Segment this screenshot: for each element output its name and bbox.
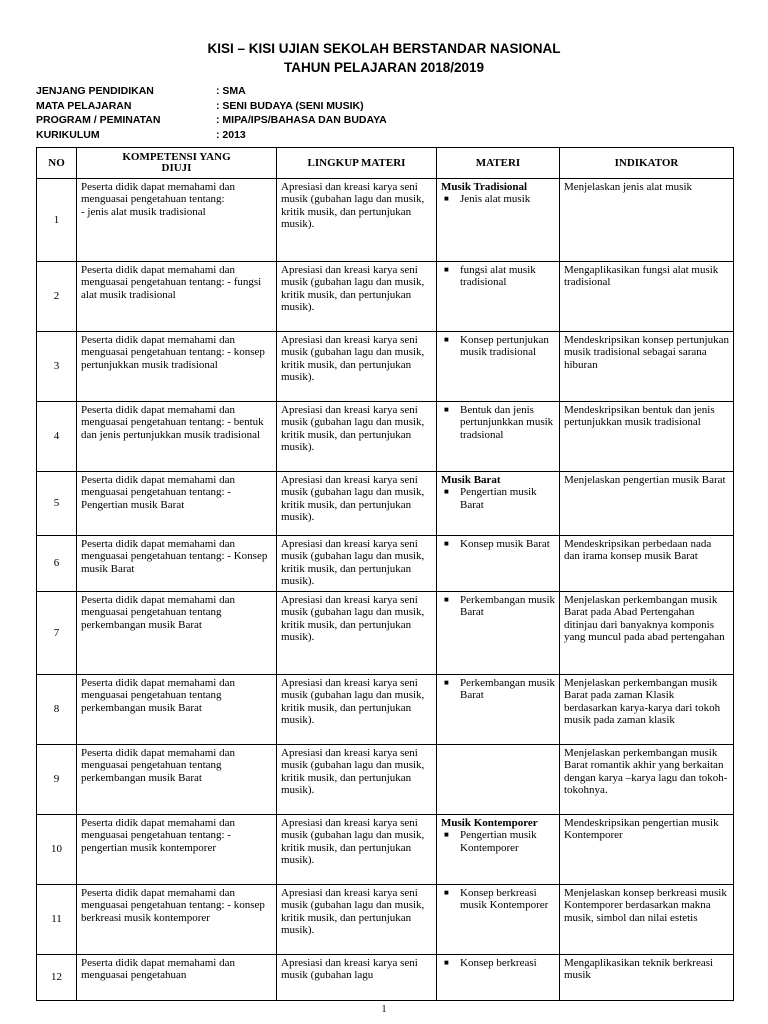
indikator-cell: Mendeskripsikan pengertian musik Kontemporer [560, 815, 734, 885]
indikator-cell: Mendeskripsikan bentuk dan jenis pertunjukkan musik tradisional [560, 402, 734, 472]
materi-cell [437, 675, 560, 745]
kompetensi-cell: Peserta didik dapat memahami dan menguasai pengetahuan tentang: - Pengertian musik Barat [77, 472, 277, 536]
square-bullet-icon: ■ [444, 335, 449, 344]
table-row [37, 262, 734, 332]
square-bullet-icon: ■ [444, 539, 449, 548]
kompetensi-cell: Peserta didik dapat memahami dan menguasai pengetahuan tentang: - bentuk dan jenis pertunjukkan musik tradisional [77, 402, 277, 472]
materi-cell [437, 472, 560, 536]
square-bullet-icon: ■ [444, 958, 449, 967]
row-number: 8 [37, 675, 77, 745]
materi-cell [437, 332, 560, 402]
row-number: 10 [37, 815, 77, 885]
table-header-row [37, 148, 734, 179]
kompetensi-cell: Peserta didik dapat memahami dan menguasai pengetahuan [77, 955, 277, 1001]
materi-item [441, 594, 555, 619]
table-row [37, 815, 734, 885]
kisi-kisi-table [36, 147, 734, 1001]
materi-heading: Musik Barat [441, 474, 501, 486]
materi-item-text: Konsep berkreasi [460, 957, 537, 969]
materi-list [441, 264, 555, 289]
info-label: PROGRAM / PEMINATAN [36, 114, 161, 126]
materi-item-text: Jenis alat musik [460, 193, 531, 206]
lingkup-materi-cell: Apresiasi dan kreasi karya seni musik (gubahan lagu [277, 955, 437, 1001]
header-lingkup-materi: LINGKUP MATERI [277, 148, 437, 179]
document-title: KISI – KISI UJIAN SEKOLAH BERSTANDAR NASIONAL [207, 41, 561, 56]
info-value: : MIPA/IPS/BAHASA DAN BUDAYA [216, 114, 387, 126]
kompetensi-cell: Peserta didik dapat memahami dan menguasai pengetahuan tentang: - fungsi alat musik tradisional [77, 262, 277, 332]
square-bullet-icon: ■ [444, 678, 449, 687]
materi-item [441, 887, 555, 912]
info-value: : SENI BUDAYA (SENI MUSIK) [216, 99, 364, 112]
indikator-cell: Menjelaskan perkembangan musik Barat pada zaman Klasik berdasarkan karya-karya dari tokoh musik pada zaman klasik [560, 675, 734, 745]
materi-item [441, 334, 555, 359]
kompetensi-cell: Peserta didik dapat memahami dan menguasai pengetahuan tentang: - pengertian musik kontemporer [77, 815, 277, 885]
lingkup-materi-cell: Apresiasi dan kreasi karya seni musik (gubahan lagu dan musik, kritik musik, dan pertunjukan musik). [277, 402, 437, 472]
square-bullet-icon: ■ [444, 487, 449, 497]
table-row [37, 675, 734, 745]
materi-cell [437, 179, 560, 262]
materi-item-text: Pengertian musik Kontemporer [460, 829, 537, 854]
materi-list [441, 193, 555, 205]
materi-cell [437, 745, 560, 815]
materi-item [441, 538, 555, 550]
indikator-cell: Menjelaskan perkembangan musik Barat romantik akhir yang berkaitan dengan karya –karya lagu dan tokoh-tokohnya. [560, 745, 734, 815]
row-number: 3 [37, 332, 77, 402]
info-row [36, 128, 387, 143]
square-bullet-icon: ■ [444, 194, 449, 204]
materi-item [441, 193, 555, 205]
materi-item-text: Konsep berkreasi musik Kontemporer [460, 887, 549, 912]
indikator-cell: Menjelaskan konsep berkreasi musik Kontemporer berdasarkan makna musik, simbol dan nilai estetis [560, 885, 734, 955]
materi-item [441, 829, 555, 854]
lingkup-materi-cell: Apresiasi dan kreasi karya seni musik (gubahan lagu dan musik, kritik musik, dan pertunjukan musik). [277, 592, 437, 675]
square-bullet-icon: ■ [444, 888, 449, 897]
materi-cell [437, 262, 560, 332]
materi-heading: Musik Tradisional [441, 181, 528, 193]
materi-heading: Musik Kontemporer [441, 817, 538, 829]
row-number: 4 [37, 402, 77, 472]
materi-list [441, 594, 555, 619]
table-row [37, 179, 734, 262]
info-label: KURIKULUM [36, 128, 100, 141]
materi-item-text: Perkembangan musik Barat [460, 594, 556, 619]
materi-cell [437, 402, 560, 472]
lingkup-materi-cell: Apresiasi dan kreasi karya seni musik (gubahan lagu dan musik, kritik musik, dan pertunjukan musik). [277, 332, 437, 402]
document-info [36, 84, 387, 142]
lingkup-materi-cell: Apresiasi dan kreasi karya seni musik (gubahan lagu dan musik, kritik musik, dan pertunjukan musik). [277, 472, 437, 536]
table-row [37, 472, 734, 536]
materi-item-text: Konsep musik Barat [460, 538, 550, 550]
materi-cell [437, 885, 560, 955]
materi-list [441, 334, 555, 359]
kompetensi-cell: Peserta didik dapat memahami dan menguasai pengetahuan tentang: - Konsep musik Barat [77, 536, 277, 592]
materi-list [441, 677, 555, 702]
indikator-cell: Menjelaskan jenis alat musik [560, 179, 734, 262]
square-bullet-icon: ■ [444, 830, 449, 840]
table-row [37, 885, 734, 955]
square-bullet-icon: ■ [444, 595, 449, 604]
lingkup-materi-cell: Apresiasi dan kreasi karya seni musik (gubahan lagu dan musik, kritik musik, dan pertunjukan musik). [277, 179, 437, 262]
header-kompetensi: KOMPETENSI YANG DIUJI [77, 148, 277, 179]
materi-list [441, 957, 555, 969]
materi-list [441, 538, 555, 550]
info-row [36, 113, 387, 128]
row-number: 5 [37, 472, 77, 536]
lingkup-materi-cell: Apresiasi dan kreasi karya seni musik (gubahan lagu dan musik, kritik musik, dan pertunjukan musik). [277, 745, 437, 815]
materi-list [441, 829, 555, 854]
table-row [37, 402, 734, 472]
materi-item-text: Bentuk dan jenis pertunjunkkan musik tradsional [460, 404, 554, 441]
table-row [37, 592, 734, 675]
row-number: 12 [37, 955, 77, 1001]
square-bullet-icon: ■ [444, 405, 449, 414]
materi-item [441, 957, 555, 969]
indikator-cell: Mengaplikasikan fungsi alat musik tradisional [560, 262, 734, 332]
materi-list [441, 404, 555, 441]
materi-item-text: fungsi alat musik tradisional [460, 264, 536, 289]
table-row [37, 332, 734, 402]
info-row [36, 84, 387, 99]
indikator-cell: Mengaplikasikan teknik berkreasi musik [560, 955, 734, 1001]
lingkup-materi-cell: Apresiasi dan kreasi karya seni musik (gubahan lagu dan musik, kritik musik, dan pertunjukan musik). [277, 262, 437, 332]
kompetensi-cell: Peserta didik dapat memahami dan menguasai pengetahuan tentang perkembangan musik Barat [77, 592, 277, 675]
table-row [37, 536, 734, 592]
materi-list [441, 486, 555, 511]
indikator-cell: Menjelaskan perkembangan musik Barat pada Abad Pertengahan ditinjau dari banyaknya komponis yang muncul pada abad pertengahan [560, 592, 734, 675]
materi-cell [437, 536, 560, 592]
materi-item [441, 264, 555, 289]
info-row [36, 99, 387, 114]
square-bullet-icon: ■ [444, 265, 449, 274]
kompetensi-cell: Peserta didik dapat memahami dan menguasai pengetahuan tentang perkembangan musik Barat [77, 745, 277, 815]
info-label: JENJANG PENDIDIKAN [36, 85, 154, 97]
materi-cell [437, 592, 560, 675]
table-row [37, 955, 734, 1001]
info-value: : SMA [216, 85, 246, 97]
materi-item-text: Pengertian musik Barat [460, 486, 537, 511]
info-label: MATA PELAJARAN [36, 99, 132, 112]
lingkup-materi-cell: Apresiasi dan kreasi karya seni musik (gubahan lagu dan musik, kritik musik, dan pertunjukan musik). [277, 885, 437, 955]
kompetensi-cell: Peserta didik dapat memahami dan menguasai pengetahuan tentang: - konsep berkreasi musik kontemporer [77, 885, 277, 955]
row-number: 7 [37, 592, 77, 675]
header-indikator: INDIKATOR [560, 148, 734, 179]
row-number: 1 [37, 179, 77, 262]
indikator-cell: Mendeskripsikan perbedaan nada dan irama konsep musik Barat [560, 536, 734, 592]
lingkup-materi-cell: Apresiasi dan kreasi karya seni musik (gubahan lagu dan musik, kritik musik, dan pertunjukan musik). [277, 536, 437, 592]
kompetensi-cell: Peserta didik dapat memahami dan menguasai pengetahuan tentang: - jenis alat musik tradisional [77, 179, 277, 262]
kompetensi-cell: Peserta didik dapat memahami dan menguasai pengetahuan tentang perkembangan musik Barat [77, 675, 277, 745]
document-subtitle: TAHUN PELAJARAN 2018/2019 [283, 60, 485, 75]
row-number: 11 [37, 885, 77, 955]
materi-item-text: Perkembangan musik Barat [460, 677, 556, 702]
materi-list [441, 887, 555, 912]
row-number: 6 [37, 536, 77, 592]
row-number: 2 [37, 262, 77, 332]
materi-item [441, 486, 555, 511]
header-no: NO [37, 148, 77, 179]
lingkup-materi-cell: Apresiasi dan kreasi karya seni musik (gubahan lagu dan musik, kritik musik, dan pertunjukan musik). [277, 815, 437, 885]
page-number: 1 [381, 1004, 387, 1015]
indikator-cell: Menjelaskan pengertian musik Barat [560, 472, 734, 536]
header-materi: MATERI [437, 148, 560, 179]
table-row [37, 745, 734, 815]
materi-item-text: Konsep pertunjukan musik tradisional [460, 334, 549, 359]
materi-cell [437, 955, 560, 1001]
lingkup-materi-cell: Apresiasi dan kreasi karya seni musik (gubahan lagu dan musik, kritik musik, dan pertunjukan musik). [277, 675, 437, 745]
kompetensi-cell: Peserta didik dapat memahami dan menguasai pengetahuan tentang: - konsep pertunjukkan musik tradisional [77, 332, 277, 402]
materi-item [441, 677, 555, 702]
materi-item [441, 404, 555, 441]
info-value: : 2013 [216, 128, 246, 141]
row-number: 9 [37, 745, 77, 815]
indikator-cell: Mendeskripsikan konsep pertunjukan musik tradisional sebagai sarana hiburan [560, 332, 734, 402]
materi-cell [437, 815, 560, 885]
